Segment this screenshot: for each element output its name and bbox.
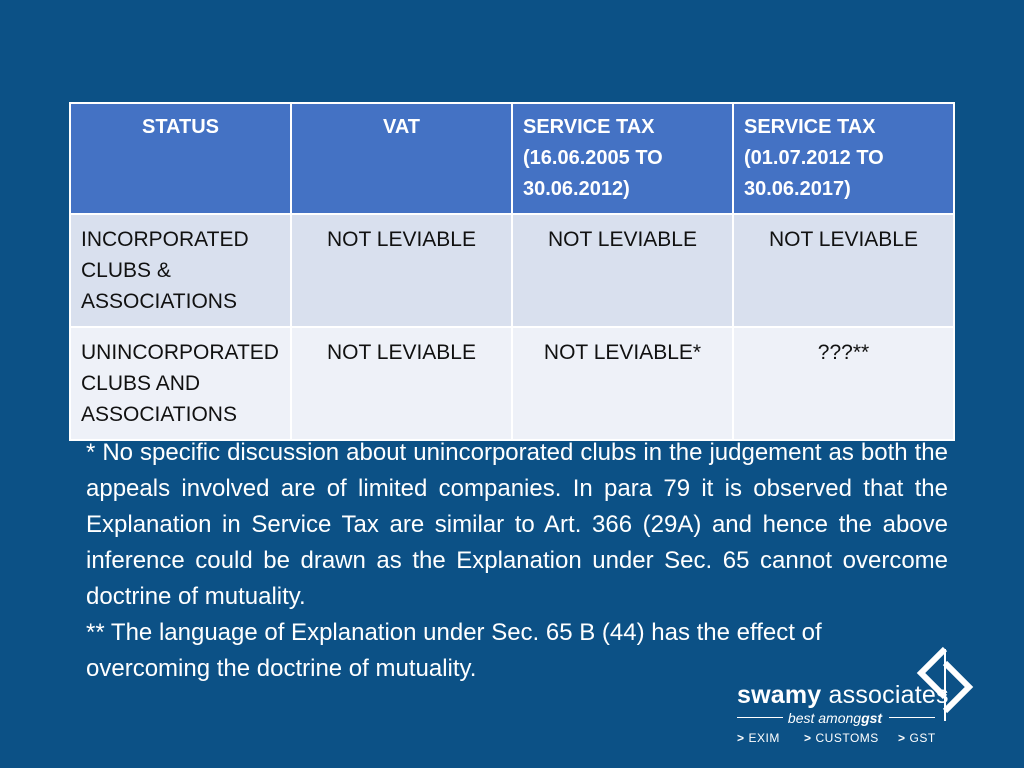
vat-cell: NOT LEVIABLE [291,214,512,327]
header-line: (01.07.2012 TO [744,147,884,169]
status-line: CLUBS & [81,259,171,282]
comparison-table [69,102,955,441]
logo-tagline [735,710,935,726]
logo-divider [889,717,935,718]
header-vat: VAT [291,103,512,214]
table-row [70,214,954,327]
footnote-single-star: * No specific discussion about unincorporated clubs in the judgement as both the appeals involved are of limited companies. In para 79 it is observed that the Explanation in Service Tax are similar to Art. 366 (29A) and hence the above inference could be drawn as the Explanation under Sec. 65 cannot overcome doctrine of mutuality. [86,439,948,610]
service-tax-2012-cell: NOT LEVIABLE [733,214,954,327]
logo-service-customs [804,731,879,745]
status-line: ASSOCIATIONS [81,403,237,426]
logo-tagline-gst: gst [861,710,883,726]
header-line: SERVICE TAX [744,116,876,138]
service-tax-2005-cell: NOT LEVIABLE* [512,327,733,440]
logo-service-label: GST [909,731,936,745]
logo-brand-bold: swamy [737,681,822,709]
arrow-icon: > [804,731,812,745]
status-line: CLUBS AND [81,372,201,395]
footnote-double-star: ** The language of Explanation under Sec. 65 B (44) has the effect of overcoming the doctrine of mutuality. [86,619,822,682]
header-status: STATUS [70,103,291,214]
status-cell [70,327,291,440]
logo-tagline-text: best among [787,710,862,726]
status-cell [70,214,291,327]
vat-cell: NOT LEVIABLE [291,327,512,440]
header-line: 30.06.2012) [523,178,630,200]
logo-brand-rest: associates [821,681,949,709]
logo-service-label: CUSTOMS [815,731,879,745]
header-service-tax-2005 [512,103,733,214]
status-line: UNINCORPORATED [81,341,279,364]
header-row [70,103,954,214]
table-row [70,327,954,440]
header-line: 30.06.2017) [744,178,851,200]
service-tax-2005-cell: NOT LEVIABLE [512,214,733,327]
header-line: (16.06.2005 TO [523,147,663,169]
logo-brand [737,681,949,710]
logo-service-label: EXIM [748,731,780,745]
logo-service-exim [737,731,780,745]
status-line: INCORPORATED [81,228,249,251]
logo-service-gst [898,731,936,745]
arrow-icon: > [737,731,745,745]
arrow-icon: > [898,731,906,745]
header-line: SERVICE TAX [523,116,655,138]
status-line: ASSOCIATIONS [81,290,237,313]
header-service-tax-2012 [733,103,954,214]
company-logo [735,645,995,755]
service-tax-2012-cell: ???** [733,327,954,440]
